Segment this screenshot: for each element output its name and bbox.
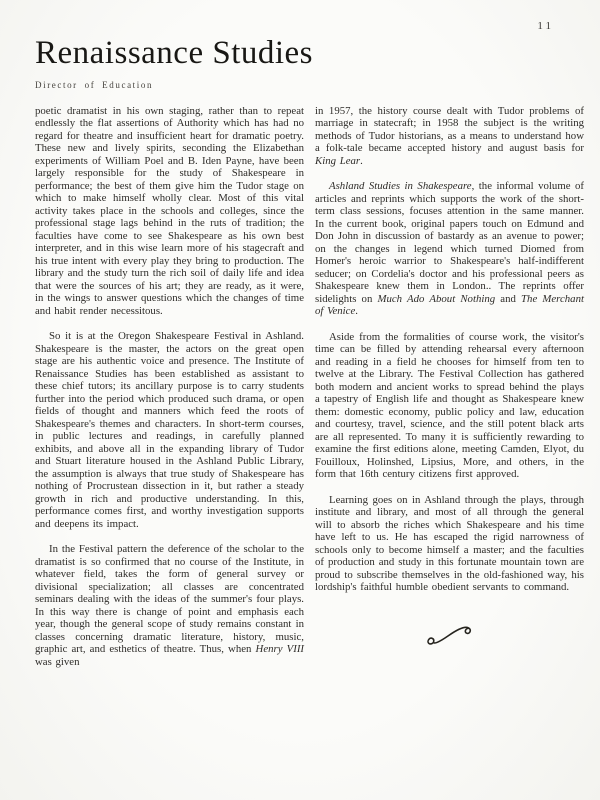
text-run: and [495, 292, 522, 305]
paragraph [315, 180, 584, 318]
italic-text: Henry VIII [255, 643, 305, 656]
paragraph [35, 543, 304, 668]
text-run: Aside from the formalities of course work, the visitor's time can be filled by attending rehearsal every afternoon and reading in a field he chooses for himself from ten to twelve at the Library. The Festival Collection has gathered both modern and ancient works to spread behind the plays a tapestry of English life and thought as Shakespeare knew them: domestic economy, public policy and law, education and courtesy, travel, science, and the still potent black arts are all represented. To many it is sufficiently rewarding to examine the first editions alone, meeting Camden, Elyot, du Fouilloux, Holinshed, Lipsius, More, and others, in the form that 16th century citizens first approved. [315, 330, 584, 481]
text-run: . [360, 154, 363, 167]
italic-text: Ashland Studies in Shakespeare [329, 180, 472, 193]
text-run: In the Festival pattern the deference of the scholar to the dramatist is so confirmed that no course of the Institute, in whatever field, takes the form of general survey or divisional specialization; all classes are concentrated seminars dealing with the ideas of the summer's four plays. In this way there is change of point and emphasis each year, though the general scope of study remains constant in classes concerning dramatic literature, history, music, graphic art, and esthetics of theatre. Thus, when [35, 543, 304, 656]
text-run: was given [35, 655, 80, 668]
paragraph [35, 105, 304, 318]
paragraph [35, 330, 304, 530]
paragraph [315, 494, 584, 594]
text-run: , the informal volume of articles and reprints which supports the work of the short-term class sessions, focuses attention in the same manner. In the current book, original papers touch on Edmund and Don John in discussion of bastardy as an avenue to power; on the changes in legend which turned Diomed from Homer's heroic warrior to Shakespeare's half-indifferent seducer; on Cordelia's doctor and his professional peers as Shakespeare knew them in London.. The reprints offer sidelights on [315, 180, 584, 305]
text-run: Learning goes on in Ashland through the plays, through institute and library, and most of all through the general will to absorb the riches which Shakespeare and his time have left to us. He has escaped the rigid narrowness of schools only to become himself a master; and the faculties of production and study in this fortunate mountain town are proud to subscribe themselves in the old-fashioned way, his lordship's faithful humble obedient servants to command. [315, 493, 584, 594]
italic-text: King Lear [315, 154, 361, 167]
page-number: 11 [537, 20, 554, 32]
italic-text: Much Ado About Nothing [377, 292, 496, 305]
column-left [35, 105, 304, 669]
paragraph [315, 105, 584, 168]
text-run: in 1957, the history course dealt with Tudor problems of marriage in statecraft; in 1958 the subject is the writing methods of Tudor historians, as a means to understand how a folk-tale became accepted history and august basis for [315, 104, 584, 155]
column-right [315, 105, 584, 669]
end-ornament [315, 620, 584, 655]
text-run: poetic dramatist in his own staging, rather than to repeat endlessly the flat assertions of Authority which has had no regard for theatre and insufficient heart for dramatic poetry. These new and lively spirits, seconding the Elizabethan experiments of William Poel and B. Iden Payne, have been largely responsible for the study of Shakespeare in performance; the best of them give him the Tudor stage on which to make himself wholly clear. Most of this vital activity takes place in the schools and colleges, since the professional stage lags behind in the ruts of tradition; the faculties have come to see Shakespeare as his own best interpreter, and in this wise learn more of his stagecraft and his true intent with every play they bring to production. The library and the study turn the rich soil of daily life and idea that were the sources of his art; they are ready, as it were, in the wings to answer questions which the changes of time and habit render necessitous. [35, 104, 304, 317]
swash-flourish-icon [426, 620, 474, 650]
paragraph [315, 331, 584, 481]
page-header [35, 36, 584, 90]
page-subtitle: Director of Education [35, 79, 154, 90]
page-title: Renaissance Studies [35, 35, 314, 71]
text-run: . [355, 305, 358, 318]
text-run: So it is at the Oregon Shakespeare Festival in Ashland. Shakespeare is the master, the actors on the great open stage are his authentic voice and presence. The Institute of Renaissance Studies has been established as assistant to these chief tutors; its ancillary purpose is to carry students further into the period which produced such drama, or open fields of thought and manners which feed the roots of Shakespeare's themes and characters. In short-term courses, in public lectures and readings, in carefully planned exhibits, and above all in the expanding library of Tudor and Stuart literature housed in the Ashland Public Library, the assumption is always that true study of Shakespeare has nothing of Procrustean dissection in it, but rather a steady growth in rich and productive understanding. In this, performance comes first, and worthy investigation supports and deepens its impact. [35, 330, 304, 530]
text-columns [35, 105, 584, 669]
italic-text: The Merchant of Venice [315, 292, 584, 318]
